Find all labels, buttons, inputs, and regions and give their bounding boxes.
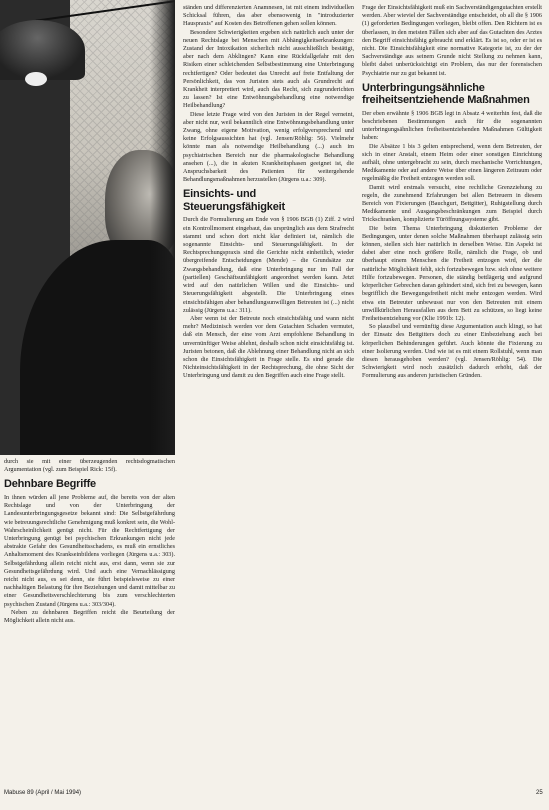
paragraph: Der eben erwähnte § 1906 BGB legt in Absatz 4 weiterhin fest, daß die beschriebenen Bestimmungen auch für die sogenannten unterbringungsähnlichen freiheitsentziehenden Maßnahmen Gültigkeit haben: xyxy=(362,109,542,142)
paragraph: So plausibel und vernünftig diese Argumentation auch klingt, so hat der Einsatz des Bettgitters doch zu einer Einbeziehung auch bei körperlichen Behinderungen geführt. Auch könnte die Fixierung zu einer Isolierung werden. Und wie ist es mit einem Rollstuhl, wenn man diesen herausgehoben werden? (vgl. Jensen/Röhlig: 54). Die Schwierigkeit wird noch zusätzlich dadurch erhöht, daß der Formulierung aus anderen juristischen Gründen. xyxy=(362,323,542,380)
text-column-2 xyxy=(183,4,354,784)
paragraph: Neben zu dehnbaren Begriffen reicht die Beurteilung der Möglichkeit allein nicht aus. xyxy=(4,608,175,624)
page-number: 25 xyxy=(536,790,543,796)
paragraph: Frage der Einsichtsfähigkeit muß ein Sachverständigengutachten erstellt werden. Aber wieviel der Sachverständige entscheidet, ob all die § 1906 (1) geforderten Bedingungen vorliegen, bleibt offen. Den Richtern ist es überlassen, in den meisten Fällen sich aber auf das Gutachten des Arztes den Begriff einsichtsfähig gebraucht und erklärt. Es ist so, oder er ist es nicht. Die Einsichtsfähigkeit eine normative Kategorie ist, zu der der Sachverständige aus seinem Grunde nicht Stellung zu nehmen kann, bleibt dabei unberücksichtigt ein Problem, das nur der forensischen Psychiatrie nur zu gut bekannt ist. xyxy=(362,4,542,77)
paragraph: Die beim Thema Unterbringung diskutierten Probleme der Bedingungen, unter denen solche Maßnahmen überhaupt zulässig sein können, stellen sich hier natürlich in derselben Weise. Ein Aspekt ist dabei aber eine noch größere Rolle, nämlich die Frage, ob und überhaupt einem Menschen die Freiheit entzogen wird, der die natürliche Möglichkeit fehlt, sich fortzubewegen bzw. sich ohne weitere Hilfe fortzubewegen. Personen, die ständig bettlägerig und aufgrund körperlicher Gebrechen daran gehindert sind, sich frei zu bewegen, kann begrifflich die Bewegungsfreiheit nicht mehr entzogen werden. Wird etwa ein Betreuter unbewusst nur von den Betreuten mit einem unwillkürlichen Herausfallen aus dem Bett zu schützen, so liegt keine Freiheitsentziehung vor (Klie 1991b: 12). xyxy=(362,224,542,322)
footer-publication: Mabuse 89 (April / Mai 1994) xyxy=(4,790,82,796)
paragraph: In ihnen würden all jene Probleme auf, die bereits von der alten Rechtslage und von der Unterbringung der Landesunterbringungsgesetze bekannt sind: Die Selbstgefährdung wie betreuungsrechtliche Genehmigung muß konkret sein, die Wohl-Wahrscheinlichkeit genügt nicht. Für die Rechtfertigung der Unterbringung genügt bei psychischen Erkrankungen nicht jede abstrakte Gefahr des Gesundheitsschadens, es muß ein ernstliches Anhaltsmoment des Krankseinbildens vorliegen (Jürgens u.a.: 303). Selbstgefährdung allein reicht nicht aus, erst dann, wenn sie zur Gesundheitsgefährdung wird. Und auch eine Vernachlässigung reicht nicht aus, es sei denn, sie führt beispielsweise zu einer nachhaltigen Belastung für ihre Beziehungen und damit mittelbar zu einer Gesundheitsverschlechterung bis zum verschlechterten psychischen Zustand (Jürgens u.a.: 303/304). xyxy=(4,493,175,608)
paragraph: Besondere Schwierigkeiten ergeben sich natürlich auch unter der neuen Rechtslage bei Menschen mit Abhängigkeitserkrankungen: Zustand der Intoxikation sicherlich nicht ausschließlich bestätigt, aber nach dem Abklingen? Kann eine Rückfallgefahr mit den Risiken einer schleichenden Selbstbestimmung eine Unterbringung rechtfertigen? Oder bedeutet das Unrecht auf freie Entfaltung der Persönlichkeit, das von Juristen stets auch als Grundrecht auf Krankheit interpretiert wird, auch das Recht, sich zugrunderichten zu lassen? Ist eine Entwöhnungsbehandlung eine notwendige Heilbehandlung? xyxy=(183,28,354,110)
paragraph: Die Absätze 1 bis 3 gelten entsprechend, wenn dem Betreuten, der sich in einer Anstalt, einem Heim oder einer sonstigen Einrichtung aufhält, ohne untergebracht zu sein, durch mechanische Vorrichtungen, Medikamente oder auf andere Weise über einen längeren Zeitraum oder regelmäßig die Freiheit entzogen werden soll. xyxy=(362,142,542,183)
section-heading: Einsichts- und Steuerungsfähigkeit xyxy=(183,188,285,213)
paragraph: Aber wenn ist der Betreute noch einsichtsfähig und wann nicht mehr? Medizinisch werden vor dem Gutachten Schaden vermutet, daß ein Mensch, der eine vom Arzt empfohlene Behandlung in unvernünftiger Weise ablehnt, deshalb schon nicht einsichtsfähig ist. Juristen betonen, daß die Ablehnung einer Behandlung nicht an sich schon die Einsichtsfähigkeit in Frage stelle. Es sind gerade die Nichteinsichtsfähigkeit in der Rechtsprechung, die ohne Sicht der Unterbringung und damit zu den Begriffen auch eine Frage stellt. xyxy=(183,314,354,380)
photo-lamp-shade xyxy=(0,20,85,80)
paragraph: Diese letzte Frage wird von den Juristen in der Regel verneint, aber nicht nur, weil bekanntlich eine Entwöhnungsbehandlung unter Zwang, ohne eigene Motivation, wenig erfolgversprechend und keine Erfolgsaussichten hat (vgl. Jensen/Röhlig: 56). Vielmehr könnte man als notwendige Heilbehandlung (...) auch im psychiatrischen Bereich nur die pharmakologische Behandlung ansehen (...), die in akuten Krankheitsphasen geeignet ist, die Anspruchsbarkeit des Patienten für weitergehende Behandlungsmaßnahmen herzustellen (Jürgens u.a.: 309). xyxy=(183,110,354,184)
paragraph: Durch die Formulierung am Ende von § 1906 BGB (1) Ziff. 2 wird ein Kontrollmoment eingebaut, das ursprünglich aus dem Strafrecht stammt und schon dort nicht klar definiert ist, nämlich die sogenannte Einsichts- und Steuerungsfähigkeit. In der Rechtsprechungspraxis sind die Gerichte nicht einheitlich, wieder übergreifende Entscheidungen (Mende) – die Grundsätze zur Zwangsbehandlung, daß eine Unterbringung nur im Fall der (partiellen) Geschäftsunfähigkeit angeordnet werden kann. Jetzt wird auf den natürlichen Willen und die Einsichts- und Steuerungsfähigkeit abgestellt. Die Unterbringung eines einsichtsfähigen aber behandlungsunwilligen Betreuten ist (...) nicht zulässig (Jürgens u.a.: 311). xyxy=(183,216,354,314)
photo-lamp-bulb xyxy=(25,72,47,86)
article-photo xyxy=(0,0,175,455)
text-column-1 xyxy=(4,458,175,758)
paragraph: durch sie mit einer überzeugenden rechtsdogmatischen Argumentation (vgl. zum Beispiel Rick: 15f). xyxy=(4,458,175,474)
text-column-3 xyxy=(362,4,542,784)
paragraph: Damit wird erstmals versucht, eine rechtliche Grenzziehung zu regeln, die zunehmend Erfahrungen bei allen Betreuern in diesem Bereich von Fixierungen (Bauchgurt, Bettgitter), Ruhigstellung durch Medikamente und Ausgangsbeschränkungen zum Beispiel durch Trickschranken, komplizierte Türöffnungssysteme gibt. xyxy=(362,183,542,224)
section-heading: Dehnbare Begriffe xyxy=(4,478,96,491)
paragraph: ständen und differenzierten Anamnesen, ist mit einem individuellen Schicksal führen, das aber ebensowenig in "introduzierter Hauspraxis" auf Kosten des Betroffenen gehen sollen können. xyxy=(183,4,354,28)
section-heading: Unterbringungsähnliche freiheitsentziehende Maßnahmen xyxy=(362,81,530,107)
photo-shadow-edge xyxy=(150,0,175,455)
